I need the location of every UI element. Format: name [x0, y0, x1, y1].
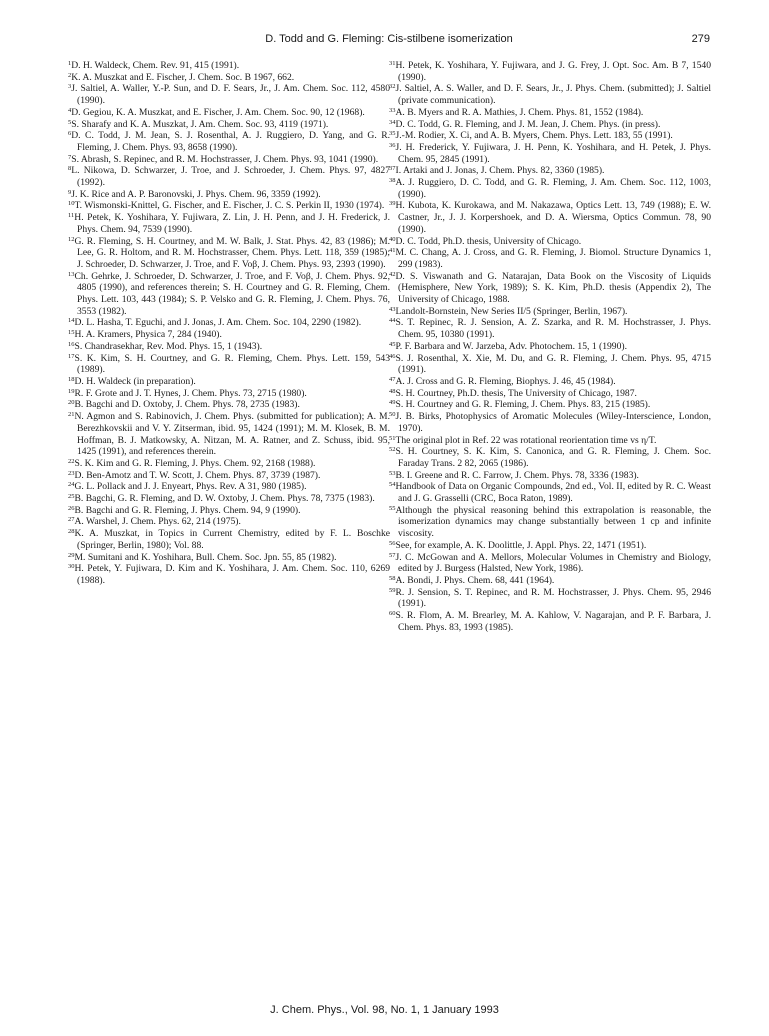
reference-number: 47 — [389, 375, 396, 383]
reference-number: 17 — [68, 352, 75, 360]
reference-entry — [68, 189, 390, 201]
reference-text: S. Chandrasekhar, Rev. Mod. Phys. 15, 1 (1943). — [74, 340, 263, 352]
reference-text: B. Bagchi and D. Oxtoby, J. Chem. Phys. 78, 2735 (1983). — [74, 399, 300, 411]
reference-text: Handbook of Data on Organic Compounds, 2nd ed., Vol. II, edited by R. C. Weast and J. G. Grasselli (CRC, Boca Raton, 1989). — [395, 481, 711, 505]
reference-entry — [389, 540, 711, 552]
reference-text: G. L. Pollack and J. J. Enyeart, Phys. Rev. A 31, 980 (1985). — [74, 481, 307, 493]
reference-entry — [68, 516, 390, 528]
reference-text: J. B. Birks, Photophysics of Aromatic Molecules (Wiley-Interscience, London, 1970). — [395, 411, 711, 434]
reference-number: 23 — [68, 469, 75, 477]
reference-text: H. Petek, K. Yoshihara, Y. Fujiwara, and J. G. Frey, J. Opt. Soc. Am. B 7, 1540 (1990). — [395, 60, 711, 83]
reference-text: S. H. Courtney, S. K. Kim, S. Canonica, and G. R. Fleming, J. Chem. Soc. Faraday Trans. 2 82, 2065 (1986). — [395, 446, 711, 469]
reference-number: 24 — [68, 481, 75, 489]
reference-number: 36 — [389, 141, 396, 149]
reference-entry — [389, 200, 711, 235]
reference-entry — [389, 341, 711, 353]
reference-entry — [68, 493, 390, 505]
reference-number: 53 — [389, 469, 396, 477]
reference-text: B. Bagchi, G. R. Fleming, and D. W. Oxtoby, J. Chem. Phys. 78, 7375 (1983). — [74, 493, 375, 505]
reference-entry — [389, 353, 711, 376]
reference-text: B. I. Greene and R. C. Farrow, J. Chem. Phys. 78, 3336 (1983). — [395, 469, 639, 481]
journal-citation-footer: J. Chem. Phys., Vol. 98, No. 1, 1 January 1993 — [270, 1004, 499, 1016]
reference-entry — [389, 610, 711, 633]
reference-text: K. A. Muszkat and E. Fischer, J. Chem. Soc. B 1967, 662. — [71, 71, 295, 83]
reference-number: 49 — [389, 399, 396, 407]
reference-text: H. Petek, Y. Fujiwara, D. Kim and K. Yoshihara, J. Am. Chem. Soc. 110, 6269 (1988). — [74, 563, 390, 586]
reference-number: 40 — [389, 235, 396, 243]
reference-entry — [68, 83, 390, 106]
reference-number: 60 — [389, 610, 396, 618]
reference-number: 15 — [68, 329, 75, 337]
reference-entry — [68, 72, 390, 84]
reference-number: 26 — [68, 504, 75, 512]
reference-number: 34 — [389, 118, 396, 126]
reference-number: 31 — [389, 60, 396, 67]
reference-number: 7 — [68, 153, 72, 161]
reference-text: A. J. Cross and G. R. Fleming, Biophys. J. 46, 45 (1984). — [395, 375, 616, 387]
reference-number: 13 — [68, 270, 75, 278]
reference-number: 1 — [68, 60, 72, 67]
reference-entry — [68, 528, 390, 551]
reference-text: See, for example, A. K. Doolittle, J. Appl. Phys. 22, 1471 (1951). — [395, 539, 647, 551]
reference-entry — [389, 236, 711, 248]
reference-number: 42 — [389, 270, 396, 278]
reference-number: 55 — [389, 504, 396, 512]
reference-list-left-column — [68, 60, 390, 587]
reference-text: J. K. Rice and A. P. Baronovski, J. Phys. Chem. 96, 3359 (1992). — [71, 188, 321, 200]
reference-number: 21 — [68, 411, 75, 419]
reference-number: 5 — [68, 118, 72, 126]
reference-entry — [389, 399, 711, 411]
reference-entry — [68, 376, 390, 388]
reference-entry — [389, 388, 711, 400]
reference-number: 35 — [389, 130, 396, 138]
page-number: 279 — [691, 33, 710, 45]
reference-entry — [68, 329, 390, 341]
reference-number: 41 — [389, 247, 396, 255]
reference-text: D. H. Waldeck, Chem. Rev. 91, 415 (1991). — [71, 60, 240, 71]
reference-entry — [389, 306, 711, 318]
reference-text: J. H. Frederick, Y. Fujiwara, J. H. Penn, K. Yoshihara, and H. Petek, J. Phys. Chem. 95, 2845 (1991). — [395, 141, 711, 165]
reference-text: R. F. Grote and J. T. Hynes, J. Chem. Phys. 73, 2715 (1980). — [74, 387, 307, 399]
reference-text: S. Abrash, S. Repinec, and R. M. Hochstrasser, J. Chem. Phys. 93, 1041 (1990). — [71, 153, 379, 165]
reference-number: 4 — [68, 106, 72, 114]
reference-entry — [68, 353, 390, 376]
reference-number: 32 — [389, 83, 396, 91]
reference-text: H. A. Kramers, Physica 7, 284 (1940). — [74, 329, 222, 341]
reference-entry — [389, 552, 711, 575]
reference-entry — [68, 552, 390, 564]
reference-text: T. Wismonski-Knittel, G. Fischer, and E. Fischer, J. C. S. Perkin II, 1930 (1974). — [74, 200, 385, 212]
reference-number: 9 — [68, 188, 72, 196]
reference-number: 16 — [68, 340, 75, 348]
reference-text: S. K. Kim and G. R. Fleming, J. Phys. Chem. 92, 2168 (1988). — [74, 457, 316, 469]
reference-entry — [389, 165, 711, 177]
reference-text: R. J. Sension, S. T. Repinec, and R. M. Hochstrasser, J. Phys. Chem. 95, 2946 (1991). — [395, 586, 711, 610]
reference-entry — [68, 236, 390, 271]
reference-text: S. K. Kim, S. H. Courtney, and G. R. Fleming, Chem. Phys. Lett. 159, 543 (1989). — [74, 352, 390, 376]
reference-entry — [389, 83, 711, 106]
reference-entry — [389, 470, 711, 482]
reference-text: D. C. Todd, J. M. Jean, S. J. Rosenthal, A. J. Ruggiero, D. Yang, and G. R. Fleming, J. Chem. Phys. 93, 8658 (1990). — [71, 130, 390, 153]
reference-number: 2 — [68, 71, 72, 79]
reference-entry — [389, 446, 711, 469]
reference-text: A. B. Myers and R. A. Mathies, J. Chem. Phys. 81, 1552 (1984). — [395, 106, 644, 118]
reference-number: 58 — [389, 574, 396, 582]
reference-number: 10 — [68, 200, 75, 208]
reference-text: D. L. Hasha, T. Eguchi, and J. Jonas, J. Am. Chem. Soc. 104, 2290 (1982). — [74, 317, 362, 329]
reference-number: 45 — [389, 340, 396, 348]
reference-text: S. R. Flom, A. M. Brearley, M. A. Kahlow, V. Nagarajan, and P. F. Barbara, J. Chem. Phys. 83, 1993 (1985). — [395, 610, 711, 633]
reference-entry — [68, 200, 390, 212]
reference-number: 38 — [389, 177, 396, 185]
running-title: D. Todd and G. Fleming: Cis-stilbene isomerization — [265, 33, 513, 45]
reference-text: S. H. Courtney and G. R. Fleming, J. Chem. Phys. 83, 215 (1985). — [395, 399, 651, 411]
reference-text: A. J. Ruggiero, D. C. Todd, and G. R. Fleming, J. Am. Chem. Soc. 112, 1003, (1990). — [395, 177, 711, 200]
reference-list-right-column — [389, 60, 711, 633]
reference-number: 50 — [389, 411, 396, 419]
reference-entry — [389, 411, 711, 434]
reference-text: I. Artaki and J. Jonas, J. Chem. Phys. 82, 3360 (1985). — [395, 165, 605, 177]
reference-number: 44 — [389, 317, 396, 325]
reference-entry — [389, 587, 711, 610]
reference-entry — [68, 107, 390, 119]
reference-text: H. Kubota, K. Kurokawa, and M. Nakazawa, Optics Lett. 13, 749 (1988); E. W. Castner, Jr., J. J. Korpershoek, and D. A. Wiersma, Optics Commun. 78, 90 (1990). — [395, 200, 711, 235]
reference-number: 43 — [389, 305, 396, 313]
reference-text: D. Gegiou, K. A. Muszkat, and E. Fischer, J. Am. Chem. Soc. 90, 12 (1968). — [71, 106, 365, 118]
reference-text: M. C. Chang, A. J. Cross, and G. R. Fleming, J. Biomol. Structure Dynamics 1, 299 (1983). — [395, 247, 711, 270]
reference-text: N. Agmon and S. Rabinovich, J. Chem. Phys. (submitted for publication); A. M. Berezhkovskii and V. Y. Zitserman, ibid. 95, 1424 (1991); M. M. Klosek, B. M. Hoffman, B. J. Matkowsky, A. Nitzan, M. A. Ratner, and Z. Schuss, ibid. 95, 1425 (1991), and references therein. — [74, 411, 390, 458]
reference-text: Although the physical reasoning behind this extrapolation is reasonable, the isomerization dynamics may change substantially between 1 cp and infinite viscosity. — [395, 504, 711, 540]
reference-entry — [68, 399, 390, 411]
reference-text: L. Nikowa, D. Schwarzer, J. Troe, and J. Schroeder, J. Chem. Phys. 97, 4827 (1992). — [71, 165, 390, 189]
reference-text: J. C. McGowan and A. Mellors, Molecular Volumes in Chemistry and Biology, edited by J. Burgess (Halsted, New York, 1986). — [395, 551, 711, 575]
reference-number: 37 — [389, 165, 396, 173]
reference-text: S. Sharafy and K. A. Muszkat, J. Am. Chem. Soc. 93, 4119 (1971). — [71, 118, 329, 130]
reference-entry — [68, 317, 390, 329]
reference-number: 14 — [68, 317, 75, 325]
reference-number: 46 — [389, 352, 396, 360]
reference-text: S. J. Rosenthal, X. Xie, M. Du, and G. R. Fleming, J. Chem. Phys. 95, 4715 (1991). — [395, 352, 711, 376]
reference-text: Landolt-Bornstein, New Series II/5 (Springer, Berlin, 1967). — [395, 305, 628, 317]
reference-entry — [389, 481, 711, 504]
reference-entry — [389, 505, 711, 540]
reference-number: 3 — [68, 83, 72, 91]
reference-entry — [68, 119, 390, 131]
reference-entry — [68, 505, 390, 517]
reference-entry — [68, 341, 390, 353]
reference-entry — [389, 107, 711, 119]
reference-number: 33 — [389, 106, 396, 114]
reference-entry — [389, 376, 711, 388]
reference-text: D. Ben-Amotz and T. W. Scott, J. Chem. Phys. 87, 3739 (1987). — [74, 469, 321, 481]
reference-entry — [389, 177, 711, 200]
reference-number: 56 — [389, 539, 396, 547]
reference-text: D. C. Todd, Ph.D. thesis, University of Chicago. — [395, 235, 582, 247]
reference-text: D. S. Viswanath and G. Natarajan, Data Book on the Viscosity of Liquids (Hemisphere, New York, 1989); S. K. Kim, Ph.D. thesis (Appendix 2), The University of Chicago, 1988. — [395, 270, 711, 306]
reference-entry — [389, 317, 711, 340]
reference-entry — [68, 388, 390, 400]
reference-number: 27 — [68, 516, 75, 524]
reference-number: 22 — [68, 457, 75, 465]
reference-text: A. Bondi, J. Phys. Chem. 68, 441 (1964). — [395, 574, 555, 586]
reference-number: 18 — [68, 375, 75, 383]
reference-text: The original plot in Ref. 22 was rotational reorientation time vs η/T. — [395, 434, 657, 446]
reference-text: P. F. Barbara and W. Jarzeba, Adv. Photochem. 15, 1 (1990). — [395, 340, 627, 352]
reference-number: 48 — [389, 387, 396, 395]
reference-number: 51 — [389, 434, 396, 442]
reference-text: K. A. Muszkat, in Topics in Current Chemistry, edited by F. L. Boschke (Springer, Berlin, 1980); Vol. 88. — [74, 528, 390, 551]
reference-number: 39 — [389, 200, 396, 208]
reference-text: J. Saltiel, A. S. Waller, and D. F. Sears, Jr., J. Phys. Chem. (submitted); J. Saltiel (private communication). — [395, 83, 711, 107]
reference-number: 12 — [68, 235, 75, 243]
reference-number: 29 — [68, 551, 75, 559]
reference-entry — [68, 563, 390, 586]
reference-number: 30 — [68, 563, 75, 571]
reference-entry — [389, 435, 711, 447]
reference-text: M. Sumitani and K. Yoshihara, Bull. Chem. Soc. Jpn. 55, 85 (1982). — [74, 551, 337, 563]
reference-entry — [389, 60, 711, 83]
reference-entry — [68, 154, 390, 166]
reference-entry — [389, 271, 711, 306]
reference-text: D. H. Waldeck (in preparation). — [74, 375, 196, 387]
reference-entry — [389, 130, 711, 142]
reference-entry — [389, 575, 711, 587]
reference-entry — [68, 212, 390, 235]
reference-entry — [68, 470, 390, 482]
reference-entry — [389, 247, 711, 270]
reference-entry — [68, 130, 390, 153]
reference-text: J.-M. Rodier, X. Ci, and A. B. Myers, Chem. Phys. Lett. 183, 55 (1991). — [395, 130, 673, 142]
reference-number: 19 — [68, 387, 75, 395]
reference-number: 6 — [68, 130, 72, 138]
reference-number: 11 — [68, 212, 75, 220]
reference-number: 25 — [68, 493, 75, 501]
reference-entry — [389, 142, 711, 165]
reference-text: S. T. Repinec, R. J. Sension, A. Z. Szarka, and R. M. Hochstrasser, J. Phys. Chem. 95, 10380 (1991). — [395, 317, 711, 341]
reference-entry — [68, 165, 390, 188]
reference-entry — [389, 119, 711, 131]
reference-number: 28 — [68, 528, 75, 536]
reference-entry — [68, 60, 390, 72]
reference-number: 8 — [68, 165, 72, 173]
running-header — [68, 32, 710, 46]
reference-number: 57 — [389, 551, 396, 559]
reference-text: A. Warshel, J. Chem. Phys. 62, 214 (1975). — [74, 516, 241, 528]
reference-number: 20 — [68, 399, 75, 407]
reference-number: 59 — [389, 586, 396, 594]
reference-entry — [68, 481, 390, 493]
reference-entry — [68, 458, 390, 470]
reference-text: G. R. Fleming, S. H. Courtney, and M. W. Balk, J. Stat. Phys. 42, 83 (1986); M. Lee, G. R. Holtom, and R. M. Hochstrasser, Chem. Phys. Lett. 118, 359 (1985); J. Schroeder, D. Schwarzer, J. Troe, and F. Voβ, J. Chem. Phys. 93, 2393 (1990). — [74, 235, 390, 270]
reference-text: J. Saltiel, A. Waller, Y.-P. Sun, and D. F. Sears, Jr., J. Am. Chem. Soc. 112, 4580 (1990). — [71, 83, 390, 107]
reference-entry — [68, 271, 390, 318]
reference-text: B. Bagchi and G. R. Fleming, J. Phys. Chem. 94, 9 (1990). — [74, 504, 301, 516]
reference-number: 52 — [389, 446, 396, 454]
reference-number: 54 — [389, 481, 396, 489]
reference-entry — [68, 411, 390, 458]
reference-text: D. C. Todd, G. R. Fleming, and J. M. Jean, J. Chem. Phys. (in press). — [395, 118, 661, 130]
reference-text: Ch. Gehrke, J. Schroeder, D. Schwarzer, J. Troe, and F. Voβ, J. Chem. Phys. 92, 4805 (1990), and references therein; S. H. Courtney and G. R. Fleming, Chem. Phys. Lett. 103, 443 (1984); S. P. Velsko and G. R. Fleming, J. Chem. Phys. 76, 3553 (1982). — [74, 270, 390, 317]
reference-text: H. Petek, K. Yoshihara, Y. Fujiwara, Z. Lin, J. H. Penn, and J. H. Frederick, J. Phys. Chem. 94, 7539 (1990). — [74, 212, 390, 235]
reference-text: S. H. Courtney, Ph.D. thesis, The University of Chicago, 1987. — [395, 387, 637, 399]
